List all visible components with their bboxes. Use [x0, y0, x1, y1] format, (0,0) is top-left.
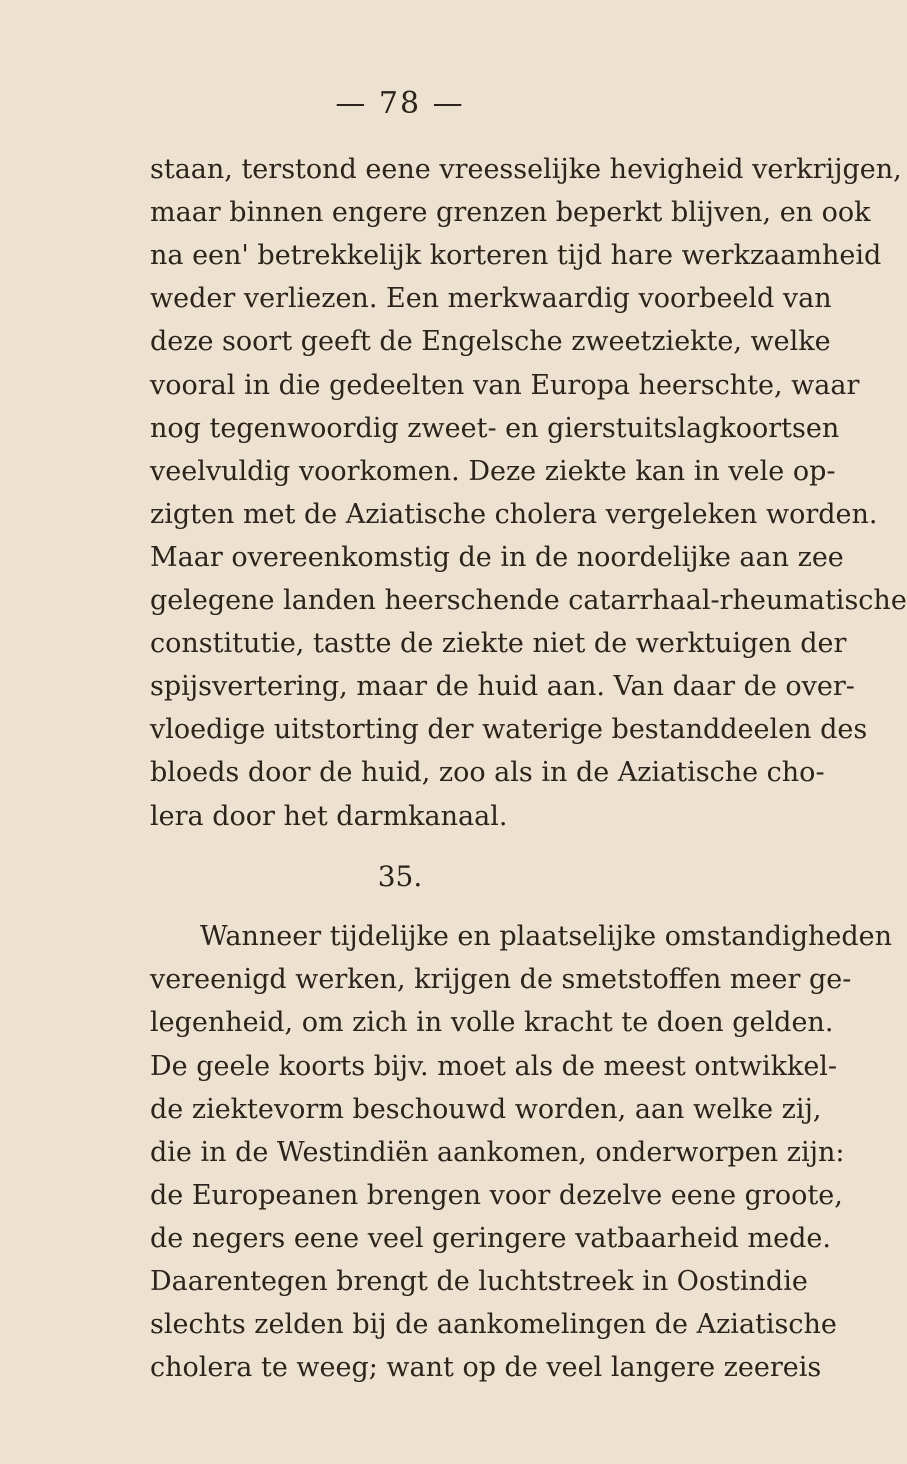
page-number: — 78 — [335, 86, 465, 121]
text-line: maar binnen engere grenzen beperkt blijven, en ook [150, 197, 871, 228]
text-line: staan, terstond eene vreesselijke hevigheid verkrijgen, [150, 154, 902, 185]
text-line: slechts zelden bij de aankomelingen de Aziatische [150, 1309, 837, 1340]
text-line: lera door het darmkanaal. [150, 801, 508, 832]
text-line: de negers eene veel geringere vatbaarheid mede. [150, 1223, 831, 1254]
text-line: spijsvertering, maar de huid aan. Van daar de over- [150, 671, 855, 702]
text-line: vloedige uitstorting der waterige bestanddeelen des [150, 714, 868, 745]
text-line: de ziektevorm beschouwd worden, aan welke zij, [150, 1094, 822, 1125]
text-line: die in de Westindiën aankomen, onderworpen zijn: [150, 1137, 845, 1168]
text-line: deze soort geeft de Engelsche zweetziekte, welke [150, 326, 831, 357]
text-line: legenheid, om zich in volle kracht te doen gelden. [150, 1007, 834, 1038]
text-line: cholera te weeg; want op de veel langere zeereis [150, 1352, 822, 1383]
section-number: 35. [377, 860, 423, 893]
text-line: bloeds door de huid, zoo als in de Aziatische cho- [150, 757, 825, 788]
text-line: Maar overeenkomstig de in de noordelijke aan zee [150, 542, 844, 573]
text-line: weder verliezen. Een merkwaardig voorbeeld van [150, 283, 832, 314]
text-line: zigten met de Aziatische cholera vergeleken worden. [150, 499, 878, 530]
text-line: vereenigd werken, krijgen de smetstoffen meer ge- [150, 964, 852, 995]
text-line: veelvuldig voorkomen. Deze ziekte kan in vele op- [150, 456, 836, 487]
text-line: Daarentegen brengt de luchtstreek in Oostindie [150, 1266, 808, 1297]
text-line: nog tegenwoordig zweet- en gierstuitslagkoortsen [150, 413, 840, 444]
text-line: constitutie, tastte de ziekte niet de werktuigen der [150, 628, 847, 659]
text-line: Wanneer tijdelijke en plaatselijke omstandigheden [200, 921, 892, 952]
text-line: na een' betrekkelijk korteren tijd hare werkzaamheid [150, 240, 882, 271]
text-line: gelegene landen heerschende catarrhaal-rheumatische [150, 585, 907, 616]
text-line: vooral in die gedeelten van Europa heerschte, waar [150, 370, 860, 401]
text-line: de Europeanen brengen voor dezelve eene groote, [150, 1180, 843, 1211]
text-line: De geele koorts bijv. moet als de meest ontwikkel- [150, 1051, 838, 1082]
